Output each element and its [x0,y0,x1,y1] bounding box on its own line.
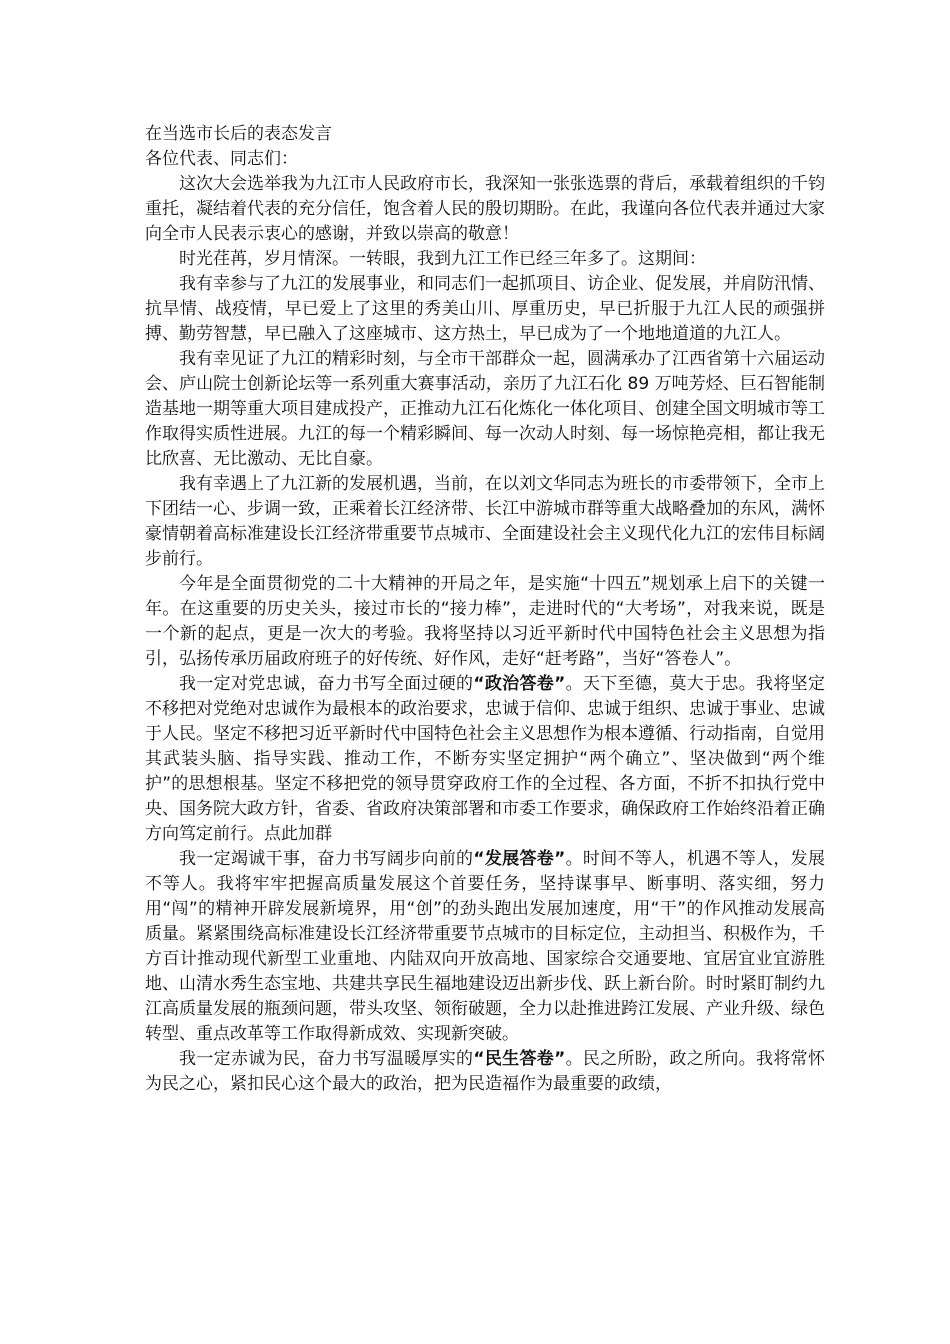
paragraph-development [145,847,825,1047]
paragraph-1: 这次大会选举我为九江市人民政府市长，我深知一张张选票的背后，承载着组织的千钧重托，凝结着代表的充分信任，饱含着人民的殷切期盼。在此，我谨向各位代表并通过大家向全市人民表示衷心的感谢，并致以崇高的敬意！ [145,174,825,244]
paragraph-livelihood-lead: 我一定赤诚为民，奋力书写温暖厚实的 [179,1049,474,1069]
paragraph-development-lead: 我一定竭诚干事，奋力书写阔步向前的 [179,849,474,869]
paragraph-political [145,672,825,847]
paragraph-4: 我有幸见证了九江的精彩时刻，与全市干部群众一起，圆满承办了江西省第十六届运动会、庐山院士创新论坛等一系列重大赛事活动，亲历了九江石化 89 万吨芳烃、巨石智能制造基地一期等重大项目建成投产，正推动九江石化炼化一体化项目、创建全国文明城市等工作取得实质性进展。九江的每一个精彩瞬间、每一次动人时刻、每一场惊艳亮相，都让我无比欣喜、无比激动、无比自豪。 [145,349,825,469]
paragraph-2: 时光荏苒，岁月情深。一转眼，我到九江工作已经三年多了。这期间： [179,249,706,269]
document-title: 在当选市长后的表态发言 [145,124,332,144]
paragraph-political-lead: 我一定对党忠诚，奋力书写全面过硬的 [179,674,474,694]
paragraph-3: 我有幸参与了九江的发展事业，和同志们一起抓项目、访企业、促发展，并肩防汛情、抗旱情、战疫情，早已爱上了这里的秀美山川、厚重历史，早已折服于九江人民的顽强拼搏、勤劳智慧，早已融入了这座城市、这方热土，早已成为了一个地地道道的九江人。 [145,274,825,344]
document-page [145,122,825,1097]
paragraph-6: 今年是全面贯彻党的二十大精神的开局之年，是实施“十四五”规划承上启下的关键一年。在这重要的历史关头，接过市长的“接力棒”，走进时代的“大考场”，对我来说，既是一个新的起点，更是一次大的考验。我将坚持以习近平新时代中国特色社会主义思想为指引，弘扬传承历届政府班子的好传统、好作风，走好“赶考路”，当好“答卷人”。 [145,574,825,669]
greeting: 各位代表、同志们： [145,149,298,169]
paragraph-5: 我有幸遇上了九江新的发展机遇，当前，在以刘文华同志为班长的市委带领下，全市上下团结一心、步调一致，正乘着长江经济带、长江中游城市群等重大战略叠加的东风，满怀豪情朝着高标准建设长江经济带重要节点城市、全面建设社会主义现代化九江的宏伟目标阔步前行。 [145,474,825,569]
paragraph-development-keyword: “发展答卷” [473,849,566,869]
paragraph-political-rest: 。天下至德，莫大于忠。我将坚定不移把对党绝对忠诚作为最根本的政治要求，忠诚于信仰、忠诚于组织、忠诚于事业、忠诚于人民。坚定不移把习近平新时代中国特色社会主义思想作为根本遵循、行动指南，自觉用其武装头脑、指导实践、推动工作，不断夯实坚定拥护“两个确立”、坚决做到“两个维护”的思想根基。坚定不移把党的领导贯穿政府工作的全过程、各方面，不折不扣执行党中央、国务院大政方针，省委、省政府决策部署和市委工作要求，确保政府工作始终沿着正确方向笃定前行。点此加群 [145,674,825,844]
paragraph-development-rest: 。时间不等人，机遇不等人，发展不等人。我将牢牢把握高质量发展这个首要任务，坚持谋事早、断事明、落实细，努力用“闯”的精神开辟发展新境界，用“创”的劲头跑出发展加速度，用“干”的作风推动发展高质量。紧紧围绕高标准建设长江经济带重要节点城市的目标定位，主动担当、积极作为，千方百计推动现代新型工业重地、内陆双向开放高地、国家综合交通要地、宜居宜业宜游胜地、山清水秀生态宝地、共建共享民生福地建设迈出新步伐、跃上新台阶。时时紧盯制约九江高质量发展的瓶颈问题，带头攻坚、领衔破题，全力以赴推进跨江发展、产业升级、绿色转型、重点改革等工作取得新成效、实现新突破。 [145,849,825,1044]
paragraph-livelihood [145,1047,825,1097]
paragraph-livelihood-keyword: “民生答卷” [473,1049,566,1069]
paragraph-political-keyword: “政治答卷” [473,674,566,694]
paragraph-livelihood-rest: 。民之所盼，政之所向。我将常怀为民之心，紧扣民心这个最大的政治，把为民造福作为最重要的政绩， [145,1049,825,1094]
